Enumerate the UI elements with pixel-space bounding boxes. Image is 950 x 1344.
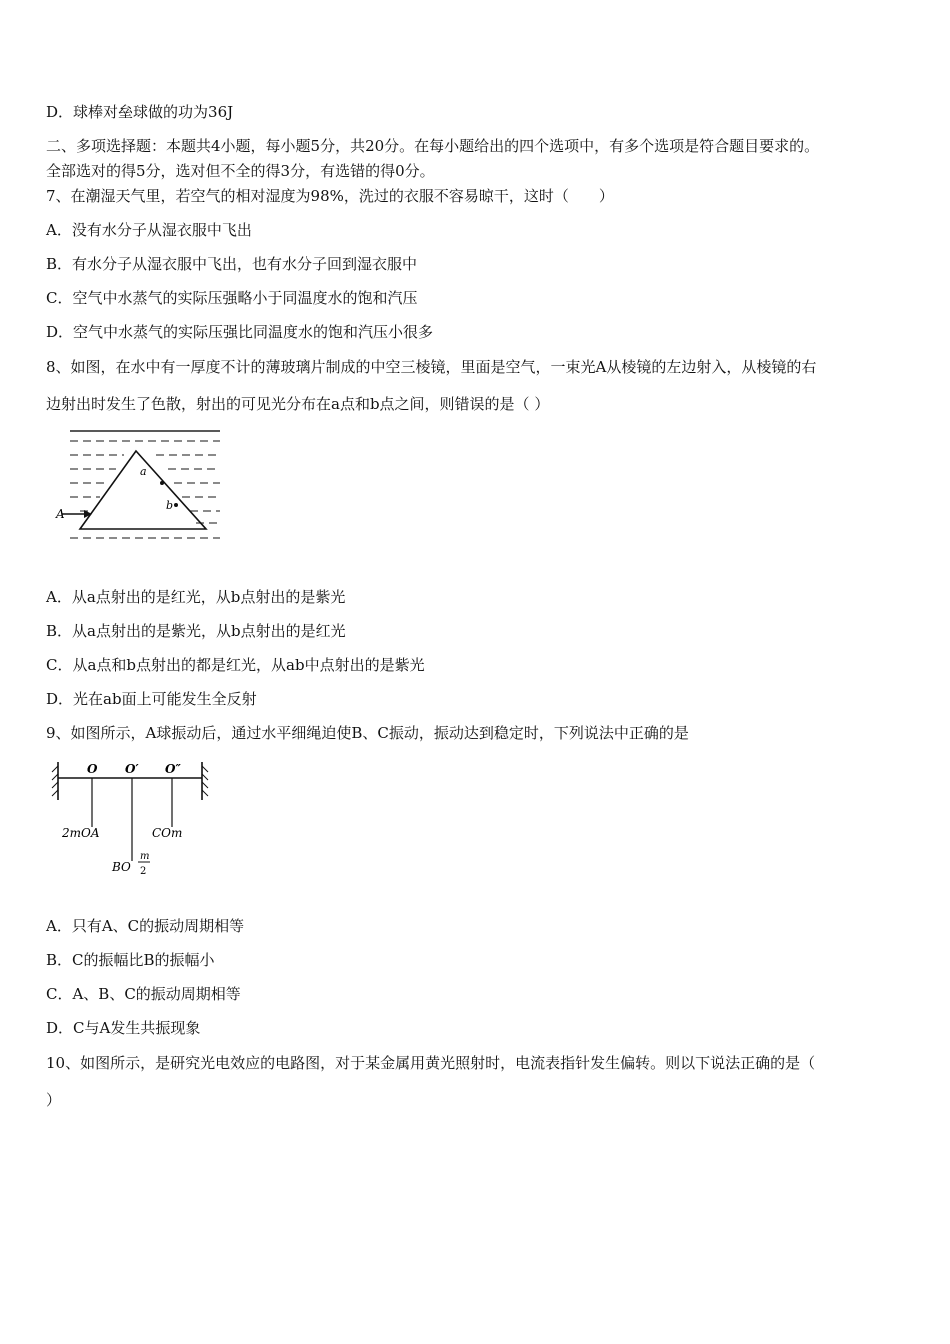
q10-stem-line2: ） — [46, 1091, 62, 1109]
q8-prism-figure — [44, 425, 224, 553]
q8-option-a: A．从a点射出的是红光，从b点射出的是紫光 — [46, 588, 346, 606]
label-A: A — [56, 507, 65, 521]
section2-heading-line2: 全部选对的得5分，选对但不全的得3分，有选错的得0分。 — [46, 162, 435, 180]
q8-stem-line2: 边射出时发生了色散，射出的可见光分布在a点和b点之间，则错误的是（ ） — [46, 395, 550, 413]
q7-option-c: C．空气中水蒸气的实际压强略小于同温度水的饱和汽压 — [46, 289, 418, 307]
q9-option-d: D．C与A发生共振现象 — [46, 1019, 201, 1037]
q8-stem-line1: 8、如图，在水中有一厚度不计的薄玻璃片制成的中空三棱镜，里面是空气，一束光A从棱镜的左边射入，从棱镜的右 — [46, 358, 817, 376]
q7-stem: 7、在潮湿天气里，若空气的相对湿度为98%，洗过的衣服不容易晾干，这时（ ） — [46, 187, 614, 205]
point-b-dot — [174, 503, 178, 507]
q7-option-b: B．有水分子从湿衣服中飞出，也有水分子回到湿衣服中 — [46, 255, 418, 273]
q9-stem: 9、如图所示，A球振动后，通过水平细绳迫使B、C振动，振动达到稳定时，下列说法中正确的是 — [46, 724, 689, 742]
left-wall-hatch — [52, 766, 58, 796]
water-dash-lines — [70, 441, 220, 538]
section2-heading-line1: 二、多项选择题：本题共4小题，每小题5分，共20分。在每小题给出的四个选项中，有多个选项是符合题目要求的。 — [46, 137, 820, 155]
right-wall-hatch — [202, 766, 208, 796]
label-o-double-prime: O″ — [165, 762, 181, 776]
label-ball-b: BO — [112, 860, 131, 874]
label-o: O — [87, 762, 98, 776]
q8-option-c: C．从a点和b点射出的都是红光，从ab中点射出的是紫光 — [46, 656, 425, 674]
prism-triangle — [80, 451, 206, 529]
q8-option-b: B．从a点射出的是紫光，从b点射出的是红光 — [46, 622, 346, 640]
label-ball-c: COm — [152, 826, 183, 840]
label-fraction-denominator: 2 — [140, 866, 147, 877]
label-o-prime: O′ — [125, 762, 139, 776]
label-a: a — [140, 465, 147, 478]
q6-option-d: D．球棒对垒球做的功为36J — [46, 103, 234, 121]
q7-option-d: D．空气中水蒸气的实际压强比同温度水的饱和汽压小很多 — [46, 323, 434, 341]
q9-pendulum-figure — [50, 758, 214, 880]
q9-option-b: B．C的振幅比B的振幅小 — [46, 951, 215, 969]
q8-option-d: D．光在ab面上可能发生全反射 — [46, 690, 257, 708]
q9-option-a: A．只有A、C的振动周期相等 — [46, 917, 245, 935]
label-fraction-numerator: m — [140, 851, 150, 862]
label-ball-a: 2mOA — [62, 826, 100, 840]
q7-option-a: A．没有水分子从湿衣服中飞出 — [46, 221, 252, 239]
q10-stem-line1: 10、如图所示，是研究光电效应的电路图，对于某金属用黄光照射时，电流表指针发生偏转。则以下说法正确的是（ — [46, 1054, 816, 1072]
label-b: b — [166, 499, 174, 512]
point-a-dot — [160, 481, 164, 485]
q9-option-c: C．A、B、C的振动周期相等 — [46, 985, 241, 1003]
